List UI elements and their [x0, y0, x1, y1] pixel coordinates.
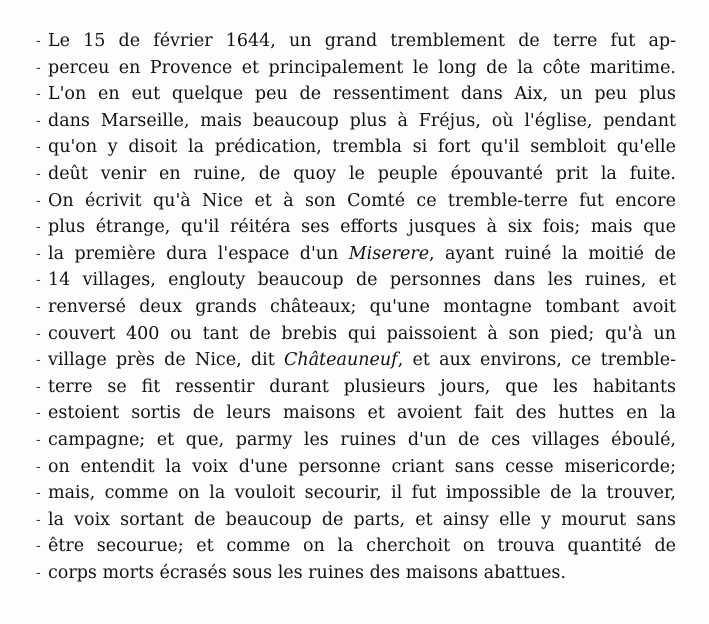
text-line: [36, 214, 676, 241]
text-line: [36, 454, 676, 481]
line-text: dans Marseille, mais beaucoup plus à Fréjus, où l'église, pendant: [48, 110, 676, 131]
line-marker: -: [36, 192, 41, 209]
line-text: couvert 400 ou tant de brebis qui paissoient à son pied; qu'à un: [48, 323, 676, 344]
line-marker: -: [36, 378, 41, 395]
line-marker: -: [36, 405, 41, 422]
text-line: [36, 81, 676, 108]
line-marker: -: [36, 272, 41, 289]
line-marker: -: [36, 298, 41, 315]
line-text: estoient sortis de leurs maisons et avoient fait des huttes en la: [48, 403, 676, 424]
line-marker: -: [36, 112, 41, 129]
line-marker: -: [36, 86, 41, 103]
line-text: corps morts écrasés sous les ruines des maisons abattues.: [48, 562, 566, 583]
text-line: [36, 400, 676, 427]
line-text: On écrivit qu'à Nice et à son Comté ce tremble-terre fut encore: [48, 190, 676, 211]
text-line: [36, 294, 676, 321]
text-line: [36, 55, 676, 82]
line-marker: -: [36, 245, 41, 262]
line-text: village près de Nice, dit Châteauneuf, et aux environs, ce tremble-: [48, 350, 676, 371]
text-line: [36, 134, 676, 161]
line-marker: -: [36, 219, 41, 236]
line-marker: -: [36, 139, 41, 156]
italic-word: Châteauneuf: [284, 350, 398, 371]
text-line: [36, 427, 676, 454]
line-marker: -: [36, 458, 41, 475]
text-block: [36, 28, 676, 586]
text-line: [36, 480, 676, 507]
line-marker: -: [36, 511, 41, 528]
line-text: mais, comme on la vouloit secourir, il fut impossible de la trouver,: [48, 483, 676, 504]
line-text: L'on en eut quelque peu de ressentiment dans Aix, un peu plus: [48, 84, 676, 105]
line-marker: -: [36, 59, 41, 76]
line-marker: -: [36, 33, 41, 49]
text-line: [36, 347, 676, 374]
text-line: [36, 533, 676, 560]
line-marker: -: [36, 325, 41, 342]
line-marker: -: [36, 485, 41, 502]
text-line: [36, 267, 676, 294]
line-text: être secourue; et comme on la cherchoit on trouva quantité de: [48, 536, 676, 557]
text-line: [36, 560, 676, 587]
line-text: campagne; et que, parmy les ruines d'un de ces villages éboulé,: [48, 429, 676, 450]
line-marker: -: [36, 538, 41, 555]
text-line: [36, 28, 676, 55]
line-text: la voix sortant de beaucoup de parts, et ainsy elle y mourut sans: [48, 509, 676, 530]
text-line: [36, 374, 676, 401]
line-text: deût venir en ruine, de quoy le peuple épouvanté prit la fuite.: [48, 163, 676, 184]
line-text: plus étrange, qu'il réitéra ses efforts jusques à six fois; mais que: [48, 217, 676, 238]
text-line: [36, 241, 676, 268]
line-marker: -: [36, 564, 41, 581]
line-text: Le 15 de février 1644, un grand tremblement de terre fut ap-: [48, 31, 676, 51]
text-line: [36, 321, 676, 348]
line-text: qu'on y disoit la prédication, trembla si fort qu'il sembloit qu'elle: [48, 137, 676, 158]
line-text: 14 villages, englouty beaucoup de personnes dans les ruines, et: [48, 270, 676, 291]
line-text: on entendit la voix d'une personne criant sans cesse misericorde;: [48, 456, 676, 477]
text-line: [36, 188, 676, 215]
line-marker: -: [36, 165, 41, 182]
line-text: renversé deux grands châteaux; qu'une montagne tombant avoit: [48, 296, 676, 317]
line-marker: -: [36, 431, 41, 448]
text-line: [36, 108, 676, 135]
line-text: terre se fit ressentir durant plusieurs jours, que les habitants: [48, 376, 676, 397]
line-text: perceu en Provence et principalement le long de la côte maritime.: [48, 57, 676, 78]
text-line: [36, 161, 676, 188]
italic-word: Miserere: [348, 243, 430, 264]
line-text: la première dura l'espace d'un Miserere, ayant ruiné la moitié de: [48, 243, 676, 264]
text-line: [36, 507, 676, 534]
line-marker: -: [36, 352, 41, 369]
